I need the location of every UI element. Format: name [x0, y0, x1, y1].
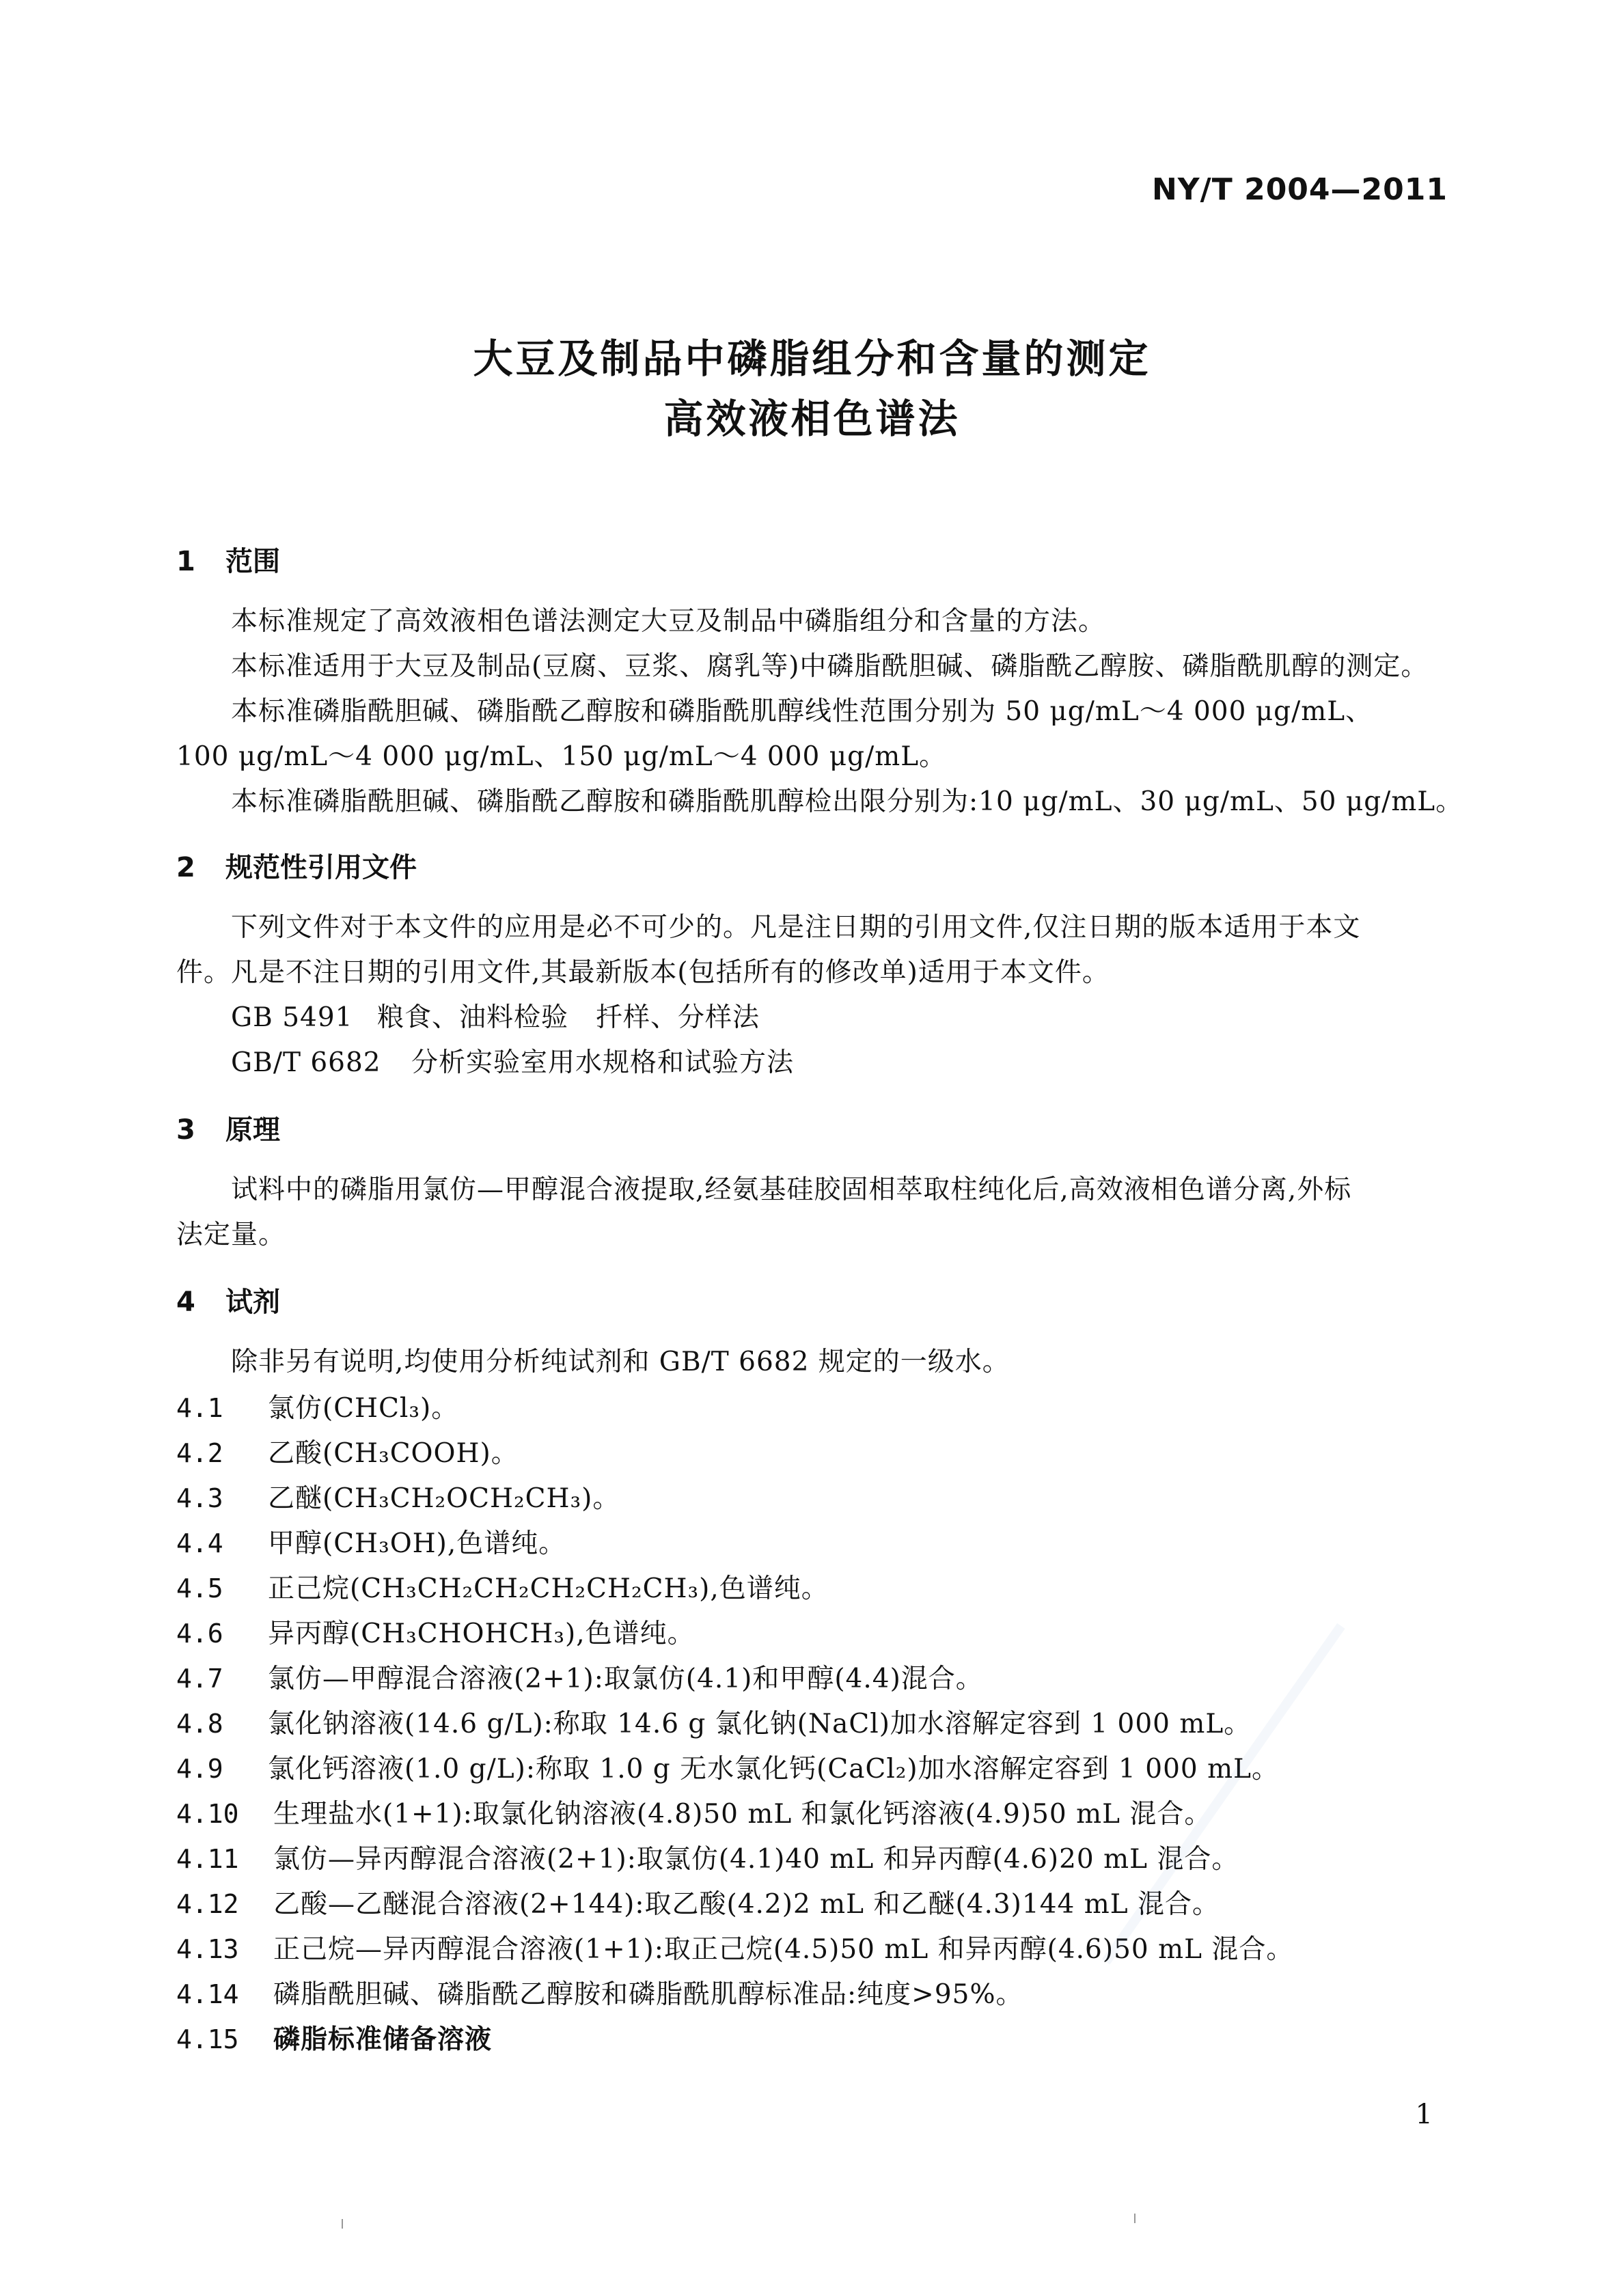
item-text: 乙酸—乙醚混合溶液(2+144):取乙酸(4.2)2 mL 和乙醚(4.3)144 mL 混合。 [273, 1889, 1220, 1920]
paragraph-continuation: 件。凡是不注日期的引用文件,其最新版本(包括所有的修改单)适用于本文件。 [176, 957, 1110, 988]
item-text: 氯仿—异丙醇混合溶液(2+1):取氯仿(4.1)40 mL 和异丙醇(4.6)20 mL 混合。 [273, 1844, 1239, 1875]
item-number: 4.6 [176, 1618, 223, 1649]
standard-number: NY/T 2004—2011 [1151, 172, 1448, 207]
paragraph: 下列文件对于本文件的应用是必不可少的。凡是注日期的引用文件,仅注日期的版本适用于本文 [231, 912, 1361, 943]
item-number: 4.11 [176, 1844, 239, 1874]
item-text: 正己烷—异丙醇混合溶液(1+1):取正己烷(4.5)50 mL 和异丙醇(4.6)50 mL 混合。 [273, 1934, 1294, 1965]
section-title: 试剂 [225, 1286, 280, 1318]
item-number: 4.10 [176, 1799, 239, 1829]
section-number: 2 [176, 852, 195, 883]
item-number: 4.4 [176, 1528, 223, 1558]
reference-code: GB 5491 [231, 1002, 353, 1033]
item-number: 4.12 [176, 1889, 239, 1919]
paragraph: 本标准适用于大豆及制品(豆腐、豆浆、腐乳等)中磷脂酰胆碱、磷脂酰乙醇胺、磷脂酰肌醇的测定。 [231, 651, 1429, 682]
paragraph: 除非另有说明,均使用分析纯试剂和 GB/T 6682 规定的一级水。 [231, 1347, 1010, 1377]
item-text: 磷脂酰胆碱、磷脂酰乙醇胺和磷脂酰肌醇标准品:纯度>95%。 [273, 1979, 1023, 2010]
item-number: 4.7 [176, 1664, 223, 1694]
item-text: 氯化钠溶液(14.6 g/L):称取 14.6 g 氯化钠(NaCl)加水溶解定容到 1 000 mL。 [268, 1709, 1252, 1739]
item-number: 4.8 [176, 1709, 223, 1739]
paragraph: 本标准规定了高效液相色谱法测定大豆及制品中磷脂组分和含量的方法。 [231, 606, 1106, 637]
section-title: 原理 [225, 1114, 280, 1146]
item-number: 4.13 [176, 1934, 239, 1964]
paragraph-continuation: 100 μg/mL～4 000 μg/mL、150 μg/mL～4 000 μg/mL。 [176, 741, 947, 772]
item-number: 4.14 [176, 1979, 239, 2009]
reagent-item [176, 1748, 1279, 1786]
reagent-item [176, 1883, 1220, 1921]
item-text: 乙醚(CH₃CH₂OCH₂CH₃)。 [268, 1483, 620, 1514]
item-text: 氯化钙溶液(1.0 g/L):称取 1.0 g 无水氯化钙(CaCl₂)加水溶解定容到 1 000 mL。 [268, 1754, 1279, 1785]
item-number: 4.15 [176, 2024, 239, 2054]
item-text: 氯仿(CHCl₃)。 [268, 1393, 459, 1424]
reagent-item [176, 1838, 1239, 1876]
scan-mark [1134, 2214, 1136, 2223]
paragraph-continuation: 法定量。 [176, 1220, 286, 1250]
reference-code: GB/T 6682 [231, 1047, 381, 1078]
section-heading-principle [176, 1108, 280, 1147]
section-number: 3 [176, 1114, 195, 1146]
section-title: 规范性引用文件 [225, 852, 417, 883]
section-title: 范围 [225, 546, 280, 577]
reagent-item [176, 2018, 492, 2056]
paragraph: 本标准磷脂酰胆碱、磷脂酰乙醇胺和磷脂酰肌醇检出限分别为:10 μg/mL、30 μg/mL、50 μg/mL。 [231, 786, 1463, 817]
reagent-item [176, 1432, 519, 1470]
document-title: 大豆及制品中磷脂组分和含量的测定 [473, 335, 1151, 382]
item-text: 甲醇(CH₃OH),色谱纯。 [268, 1528, 566, 1559]
section-number: 4 [176, 1286, 195, 1318]
reference-item [231, 996, 760, 1034]
item-number: 4.3 [176, 1483, 223, 1513]
document-subtitle: 高效液相色谱法 [663, 396, 961, 442]
reagent-item [176, 1477, 620, 1515]
paragraph: 本标准磷脂酰胆碱、磷脂酰乙醇胺和磷脂酰肌醇线性范围分别为 50 μg/mL～4 000 μg/mL、 [231, 696, 1373, 727]
reference-title: 粮食、油料检验 扦样、分样法 [377, 1002, 760, 1033]
section-heading-reagents [176, 1280, 280, 1319]
section-number: 1 [176, 546, 195, 577]
item-text: 乙酸(CH₃COOH)。 [268, 1438, 519, 1469]
item-number: 4.9 [176, 1754, 223, 1784]
reference-title: 分析实验室用水规格和试验方法 [411, 1047, 795, 1078]
item-number: 4.5 [176, 1573, 223, 1603]
reagent-item [176, 1793, 1211, 1831]
item-number: 4.2 [176, 1438, 223, 1468]
item-text: 氯仿—甲醇混合溶液(2+1):取氯仿(4.1)和甲醇(4.4)混合。 [268, 1664, 983, 1694]
item-number: 4.1 [176, 1393, 223, 1423]
reference-item [231, 1041, 794, 1079]
paragraph: 试料中的磷脂用氯仿—甲醇混合液提取,经氨基硅胶固相萃取柱纯化后,高效液相色谱分离,外标 [231, 1174, 1352, 1205]
item-text: 磷脂标准储备溶液 [273, 2024, 493, 2055]
scan-mark [342, 2219, 343, 2229]
page-number: 1 [1415, 2099, 1433, 2130]
reagent-item [176, 1973, 1023, 2011]
section-heading-scope [176, 540, 280, 579]
item-text: 正己烷(CH₃CH₂CH₂CH₂CH₂CH₃),色谱纯。 [268, 1573, 829, 1604]
reagent-item [176, 1703, 1251, 1741]
reagent-item [176, 1522, 566, 1560]
reagent-item [176, 1387, 458, 1425]
reagent-item [176, 1612, 695, 1651]
section-heading-normative-references [176, 846, 417, 885]
reagent-item [176, 1567, 829, 1606]
item-text: 异丙醇(CH₃CHOHCH₃),色谱纯。 [268, 1618, 695, 1649]
item-text: 生理盐水(1+1):取氯化钠溶液(4.8)50 mL 和氯化钙溶液(4.9)50 mL 混合。 [273, 1799, 1212, 1830]
reagent-item [176, 1657, 983, 1696]
